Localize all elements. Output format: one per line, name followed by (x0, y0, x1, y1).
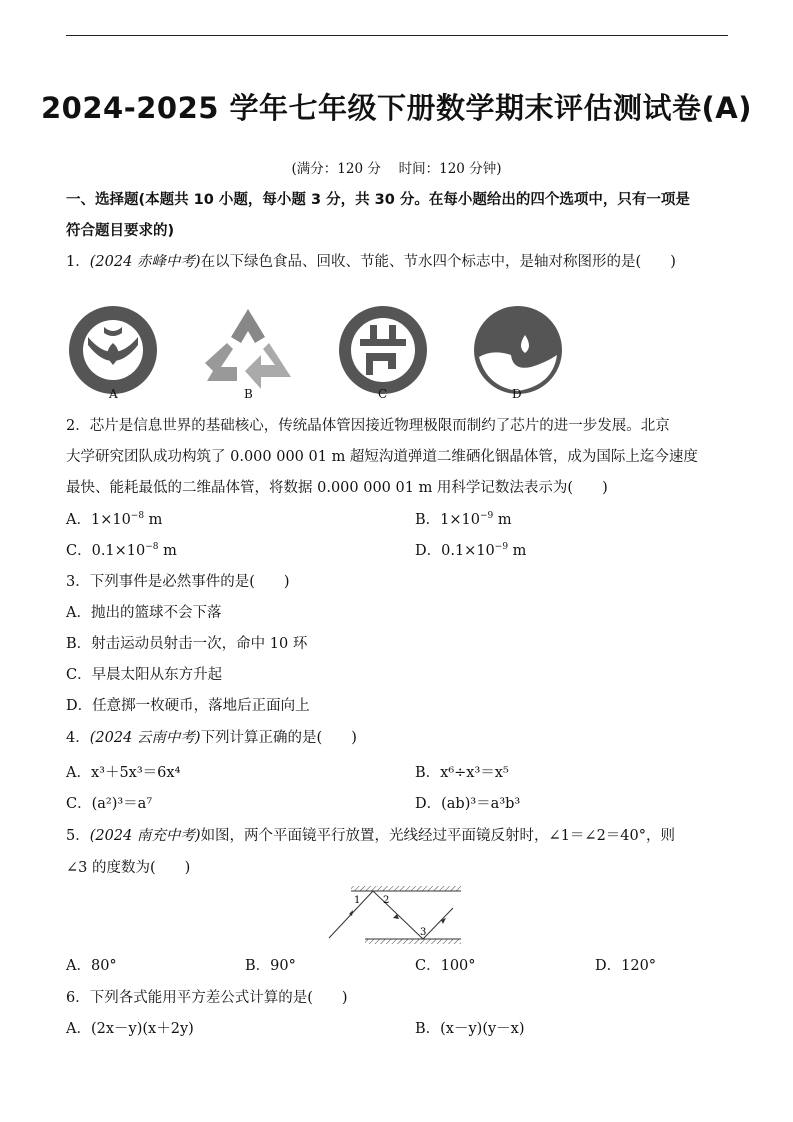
q5-number: 5． (66, 828, 90, 844)
q5-option-a: A．80° (66, 958, 117, 974)
q5-option-b: B．90° (245, 958, 296, 974)
q4-option-c: C．(a²)³＝a⁷ (66, 796, 153, 812)
q1-label-d: D (512, 387, 522, 401)
q1-text: 在以下绿色食品、回收、节能、节水四个标志中，是轴对称图形的是( ) (200, 254, 676, 270)
q2-stem-line2: 大学研究团队成功构筑了 0.000 000 01 m 超短沟道弹道二维硒化铟晶体管，成为国际上迄今速度 (66, 449, 698, 465)
q5-text: 如图，两个平面镜平行放置，光线经过平面镜反射时，∠1＝∠2＝40°，则 (200, 828, 676, 844)
exam-meta: (满分：120 分 时间：120 分钟) (291, 161, 502, 177)
q1-source: (2024 赤峰中考) (89, 254, 201, 270)
q1-label-a: A (109, 387, 118, 401)
q5-stem-line1 (66, 826, 675, 846)
q1-label-c: C (378, 387, 388, 401)
q5-source: (2024 南充中考) (89, 828, 201, 844)
q1-label-b: B (244, 387, 253, 401)
energy-saving-logo-icon (338, 305, 428, 395)
bottom-mirror (365, 939, 461, 944)
q5-option-d: D．120° (595, 958, 657, 974)
recycle-logo-icon (203, 305, 293, 395)
q2-option-a: A．$1\times 10^{-8}$ m (66, 511, 163, 528)
angle-label-3: 3 (420, 927, 427, 938)
q4-option-a: A．x³＋5x³＝6x⁴ (66, 765, 181, 781)
light-ray (329, 891, 453, 939)
water-saving-logo-icon (473, 305, 563, 395)
ray-arrow-1 (349, 910, 353, 916)
top-rule (66, 35, 728, 36)
q2-option-b: B．$1\times 10^{-9}$ m (415, 511, 512, 528)
q3-option-c: C．早晨太阳从东方升起 (66, 667, 223, 683)
q3-option-b: B．射击运动员射击一次，命中 10 环 (66, 636, 308, 652)
q6-stem: 6．下列各式能用平方差公式计算的是( ) (66, 990, 348, 1006)
q4-text: 下列计算正确的是( ) (200, 730, 357, 746)
top-mirror (351, 886, 461, 891)
q5-option-c: C．100° (415, 958, 476, 974)
q2-stem-line3: 最快、能耗最低的二维晶体管，将数据 0.000 000 01 m 用科学记数法表示为( ) (66, 480, 608, 496)
q4-option-d: D．(ab)³＝a³b³ (415, 796, 521, 812)
q4-option-b: B．x⁶÷x³＝x⁵ (415, 765, 509, 781)
q4-number: 4． (66, 730, 90, 746)
angle-label-1: 1 (354, 895, 361, 906)
q4-stem (66, 728, 357, 748)
page-title: 2024-2025 学年七年级下册数学期末评估测试卷(A) (40, 91, 752, 125)
section-heading-line1: 一、选择题(本题共 10 小题，每小题 3 分，共 30 分。在每小题给出的四个选项中，只有一项是 (66, 192, 690, 208)
green-food-logo-icon (68, 305, 158, 395)
q6-option-a: A．(2x－y)(x＋2y) (66, 1021, 194, 1037)
q3-stem: 3．下列事件是必然事件的是( ) (66, 574, 290, 590)
q2-option-d: D．$0.1\times 10^{-9}$ m (415, 542, 527, 559)
q1-number: 1． (66, 254, 90, 270)
q3-option-d: D．任意掷一枚硬币，落地后正面向上 (66, 698, 310, 714)
q6-option-b: B．(x－y)(y－x) (415, 1021, 525, 1037)
q2-option-c: C．$0.1\times 10^{-8}$ m (66, 542, 177, 559)
q3-option-a: A．抛出的篮球不会下落 (66, 605, 222, 621)
section-heading-line2: 符合题目要求的) (66, 223, 175, 239)
ray-arrow-3 (441, 918, 446, 924)
q5-stem-line2: ∠3 的度数为( ) (66, 860, 191, 876)
q4-source: (2024 云南中考) (89, 730, 201, 746)
q2-stem-line1: 2．芯片是信息世界的基础核心，传统晶体管因接近物理极限而制约了芯片的进一步发展。北京 (66, 418, 670, 434)
angle-label-2: 2 (383, 895, 390, 906)
q1-stem (66, 252, 676, 272)
mirror-reflection-diagram (327, 884, 462, 946)
